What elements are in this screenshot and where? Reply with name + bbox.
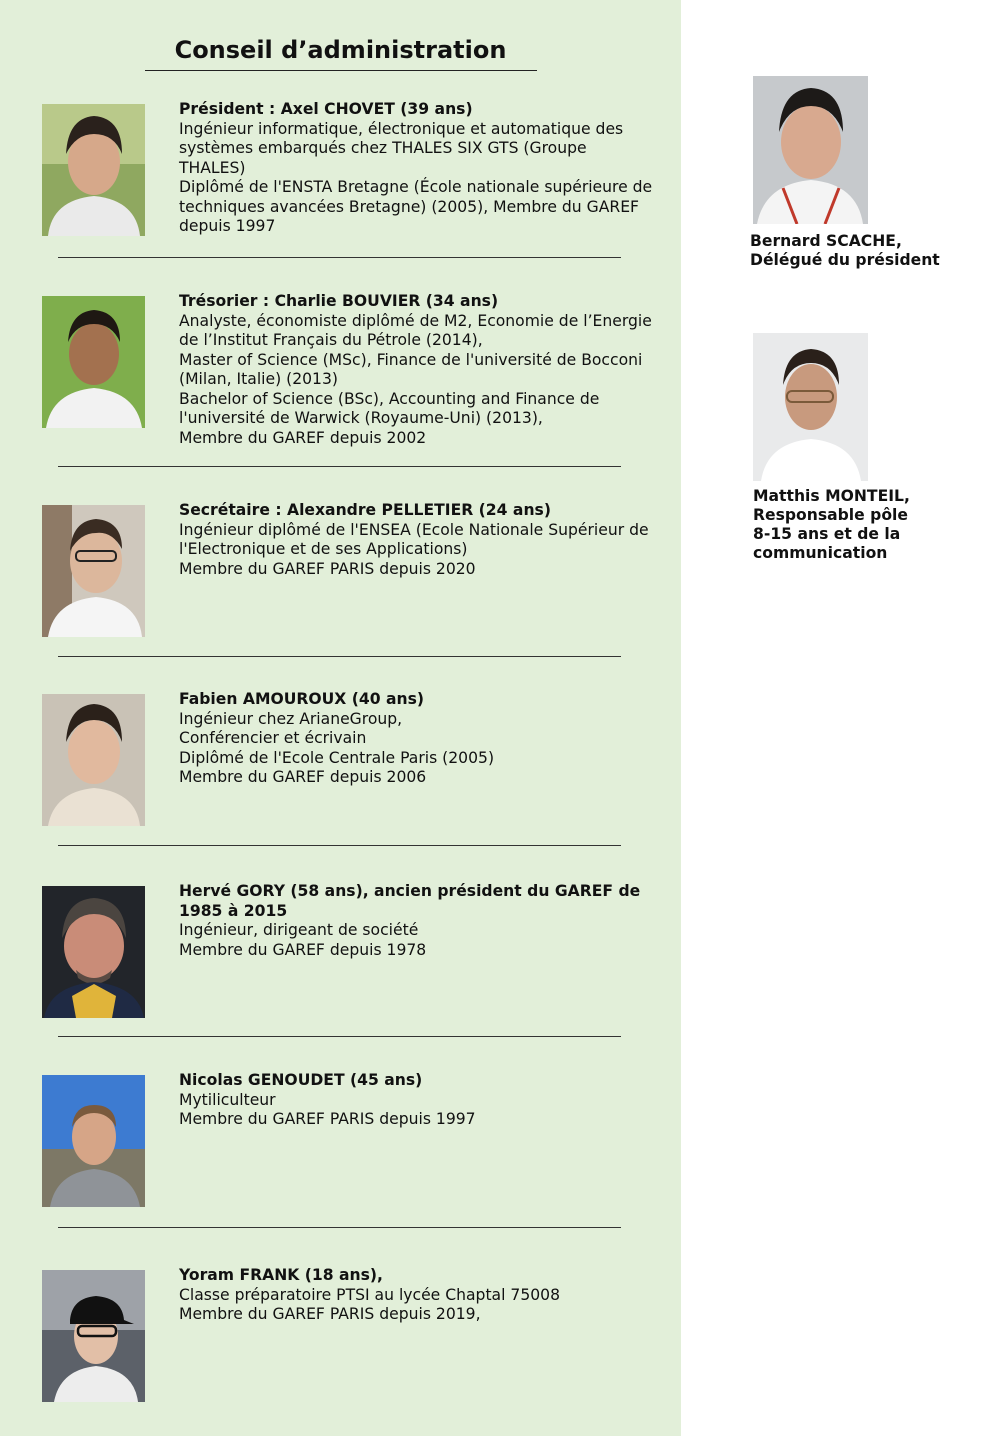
member-text <box>179 1071 675 1130</box>
member-line: Master of Science (MSc), Finance de l'université de Bocconi <box>179 350 643 369</box>
caption-line: Responsable pôle <box>753 506 908 524</box>
member-line: Membre du GAREF depuis 1978 <box>179 940 427 959</box>
member-line: Diplômé de l'Ecole Centrale Paris (2005) <box>179 748 495 767</box>
member-name: Fabien AMOUROUX (40 ans) <box>179 690 425 708</box>
member-line: Bachelor of Science (BSc), Accounting and Finance de <box>179 389 600 408</box>
member-line: Ingénieur, dirigeant de société <box>179 921 419 939</box>
member-line: Analyste, économiste diplômé de M2, Economie de l’Energie <box>179 311 652 330</box>
member-line: Membre du GAREF PARIS depuis 1997 <box>179 1110 476 1128</box>
caption-line: communication <box>753 544 888 562</box>
member-line: (Milan, Italie) (2013) <box>179 370 338 388</box>
title-underline <box>145 70 537 71</box>
member-text <box>179 292 675 448</box>
member-photo <box>42 886 145 1018</box>
separator <box>58 466 621 467</box>
member-name: Hervé GORY (58 ans), ancien président du GAREF de 1985 à 2015 <box>179 882 641 920</box>
member-name: Secrétaire : Alexandre PELLETIER (24 ans) <box>179 501 551 519</box>
side-member-caption <box>750 232 970 270</box>
separator <box>58 1036 621 1037</box>
member-line: Ingénieur diplômé de l'ENSEA (Ecole Nationale Supérieur de <box>179 520 649 539</box>
caption-line: Matthis MONTEIL, <box>753 487 910 505</box>
member-photo <box>42 505 145 637</box>
member-line: depuis 1997 <box>179 217 276 235</box>
member-text <box>179 100 675 237</box>
member-name: Yoram FRANK (18 ans), <box>179 1266 383 1284</box>
separator <box>58 257 621 258</box>
side-member-caption <box>753 487 973 563</box>
member-line: Membre du GAREF PARIS depuis 2019, <box>179 1305 481 1323</box>
member-text <box>179 882 675 960</box>
member-photo <box>42 694 145 826</box>
member-line: Membre du GAREF depuis 2006 <box>179 768 427 786</box>
member-line: Mytiliculteur <box>179 1090 276 1109</box>
member-line: Classe préparatoire PTSI au lycée Chaptal 75008 <box>179 1285 561 1304</box>
caption-line: 8-15 ans et de la <box>753 525 901 543</box>
page-title: Conseil d’administration <box>174 36 507 64</box>
member-name: Président : Axel CHOVET (39 ans) <box>179 100 473 118</box>
member-line: Diplômé de l'ENSTA Bretagne (École nationale supérieure de <box>179 178 653 196</box>
caption-line: Bernard SCACHE, <box>750 232 902 250</box>
member-photo <box>42 1075 145 1207</box>
member-text <box>179 501 675 579</box>
member-text <box>179 1266 675 1325</box>
member-photo <box>42 1270 145 1402</box>
member-line: THALES) <box>179 158 246 177</box>
member-photo <box>753 76 868 224</box>
member-photo <box>42 104 145 236</box>
caption-line: Délégué du président <box>750 251 940 269</box>
member-line: Membre du GAREF depuis 2002 <box>179 428 427 447</box>
member-line: de l’Institut Français du Pétrole (2014), <box>179 331 483 349</box>
member-text <box>179 690 675 788</box>
member-name: Nicolas GENOUDET (45 ans) <box>179 1071 423 1089</box>
member-line: Ingénieur informatique, électronique et automatique des <box>179 119 624 138</box>
member-line: l'Electronique et de ses Applications) <box>179 540 468 558</box>
separator <box>58 656 621 657</box>
member-line: Ingénieur chez ArianeGroup, <box>179 709 403 728</box>
member-line: systèmes embarqués chez THALES SIX GTS (Groupe <box>179 139 587 157</box>
separator <box>58 1227 621 1228</box>
member-line: Conférencier et écrivain <box>179 729 367 747</box>
separator <box>58 845 621 846</box>
member-line: l'université de Warwick (Royaume-Uni) (2013), <box>179 409 543 427</box>
member-name: Trésorier : Charlie BOUVIER (34 ans) <box>179 292 499 310</box>
member-photo <box>42 296 145 428</box>
member-line: Membre du GAREF PARIS depuis 2020 <box>179 559 476 578</box>
member-photo <box>753 333 868 481</box>
member-line: techniques avancées Bretagne) (2005), Membre du GAREF <box>179 197 640 216</box>
